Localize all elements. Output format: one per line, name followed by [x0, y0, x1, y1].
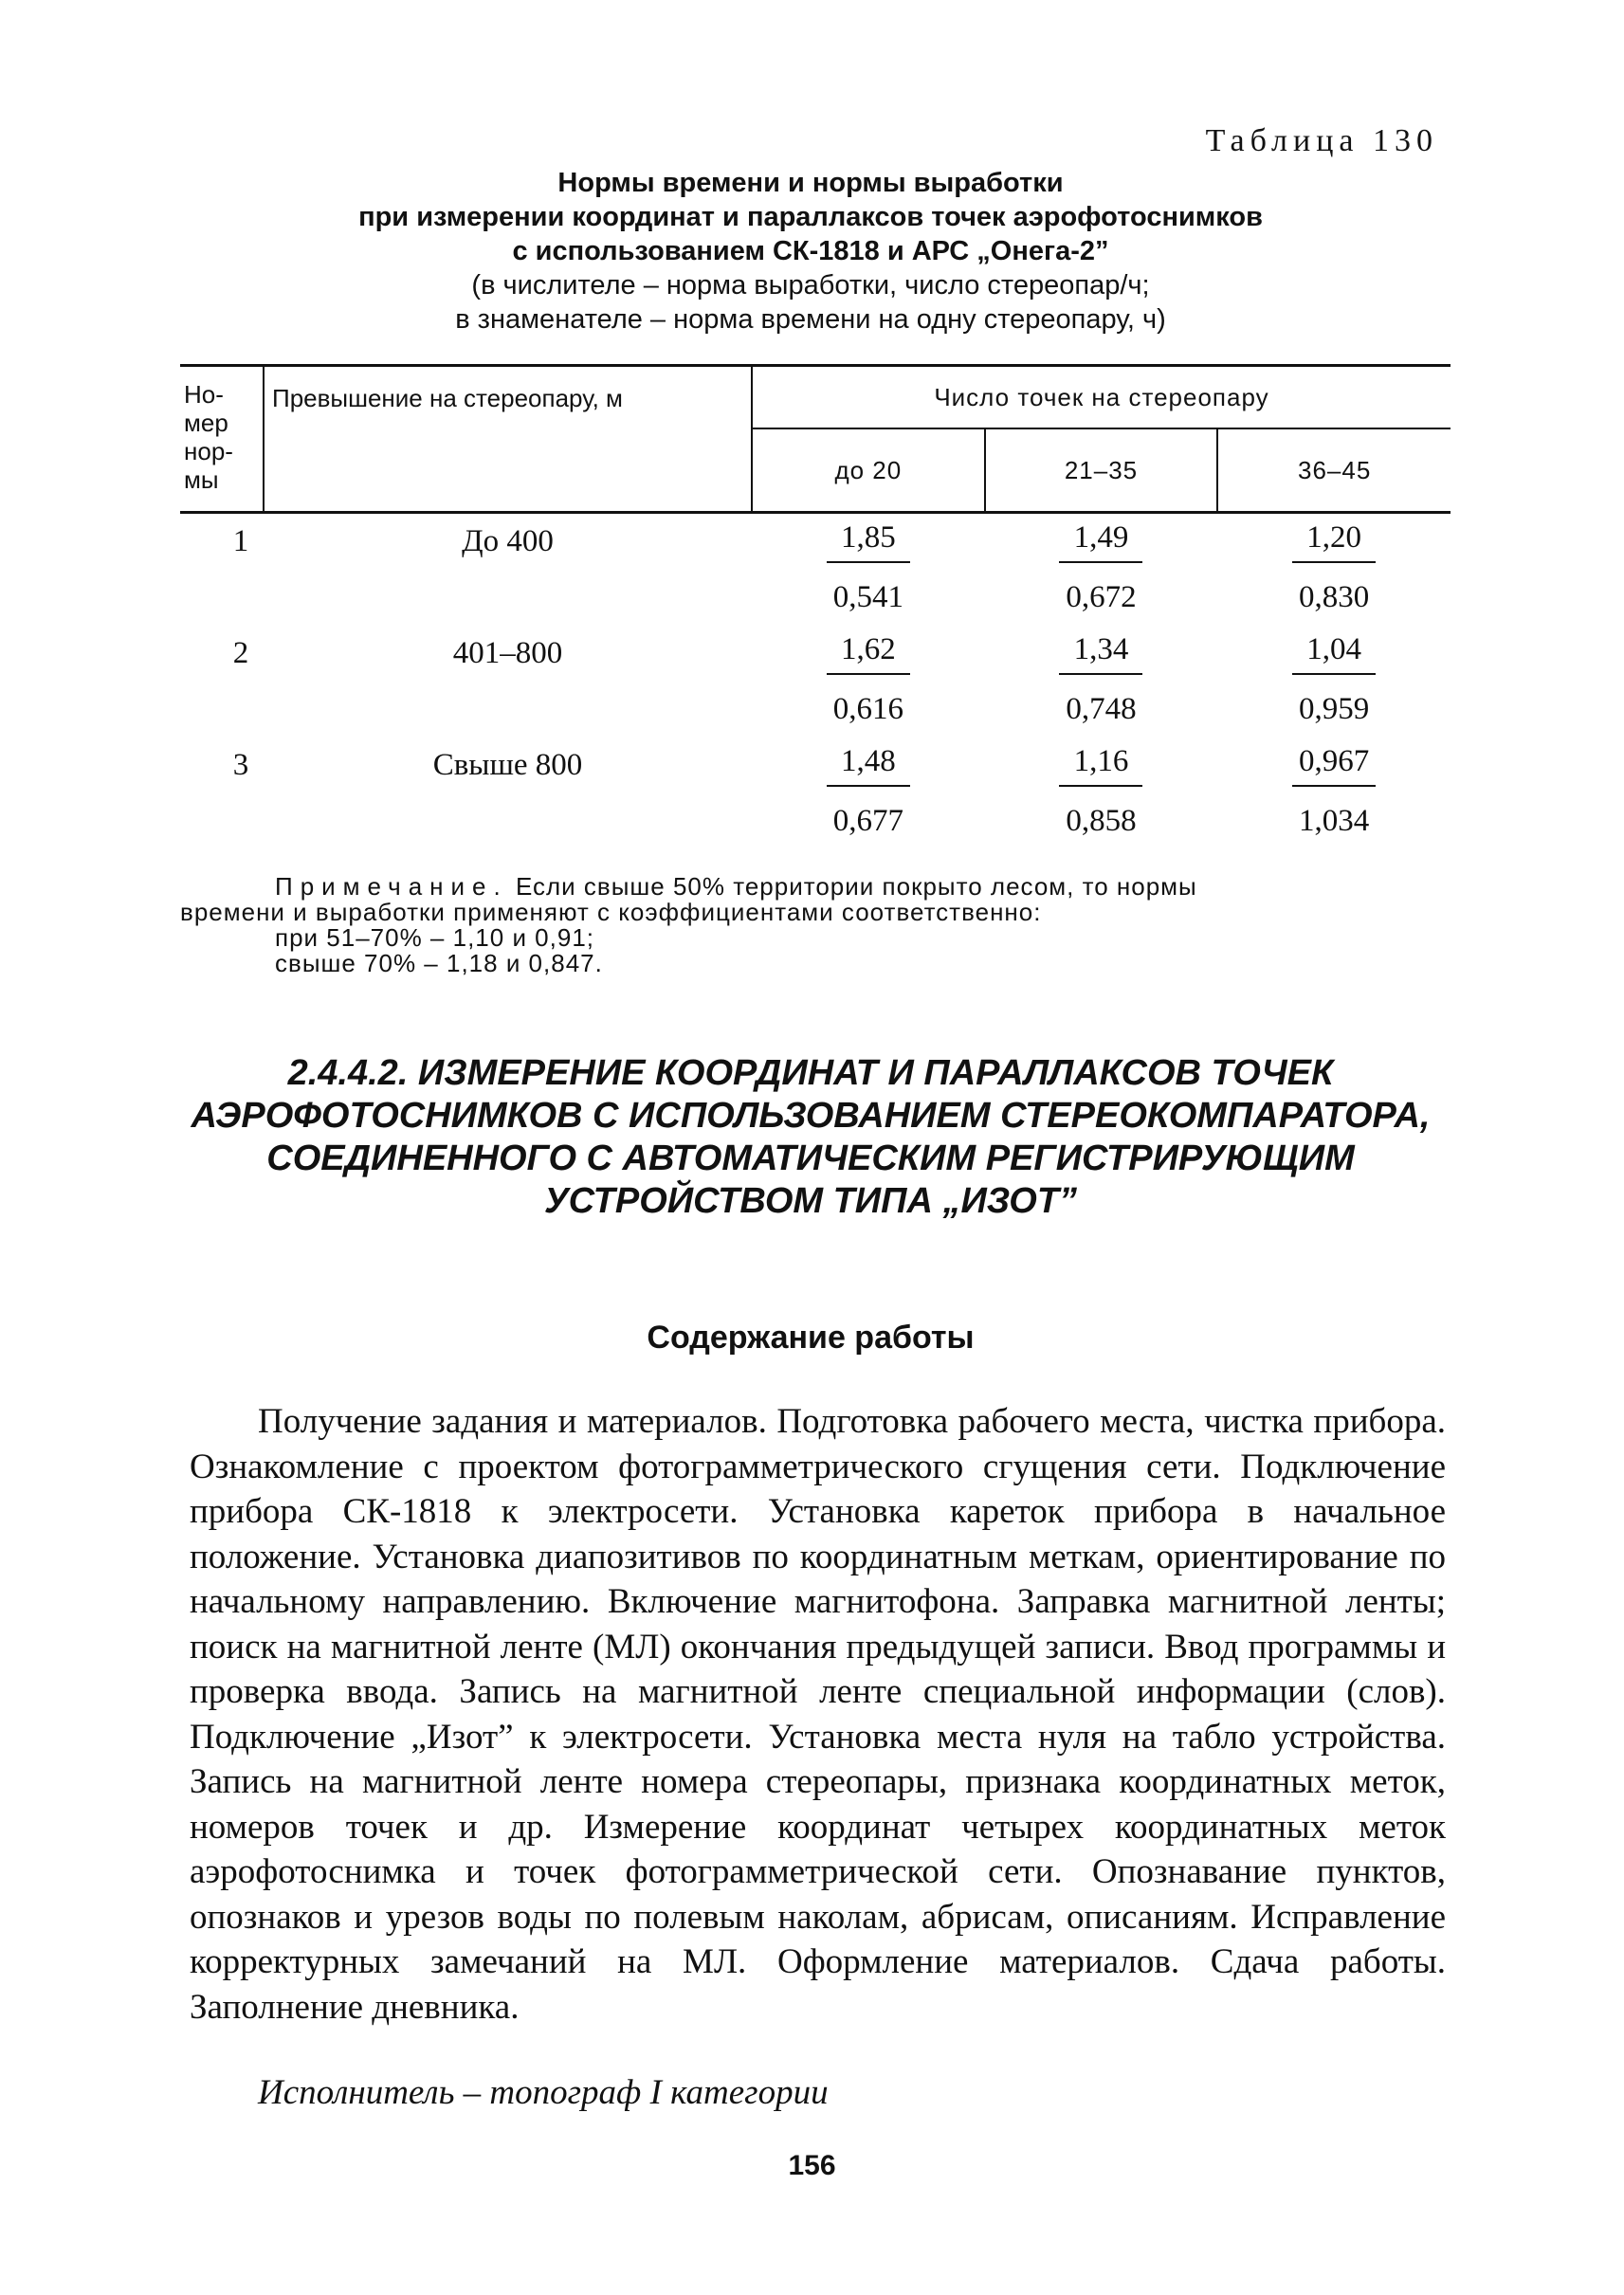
- header-line: Но-: [184, 380, 224, 409]
- cell-time: 0,616: [832, 692, 903, 726]
- cell-time: 0,858: [1066, 804, 1137, 838]
- col-header-excess: Превышение на стереопару, м: [264, 366, 752, 513]
- table-row: [180, 513, 1451, 571]
- header-line: мы: [184, 465, 219, 494]
- cell-rate: 1,16: [985, 738, 1218, 793]
- title-line: АЭРОФОТОСНИМКОВ С ИСПОЛЬЗОВАНИЕМ СТЕРЕОКОМПАРАТОРА,: [191, 1096, 1431, 1136]
- cell-time: 0,830: [1299, 580, 1370, 614]
- cell-time: 0,748: [1066, 692, 1137, 726]
- caption-line: (в числителе – норма выработки, число стереопар/ч;: [471, 270, 1150, 301]
- norms-table: [180, 364, 1451, 849]
- table-row: [180, 626, 1451, 682]
- cell-rate: 1,49: [985, 513, 1218, 571]
- caption-line: в знаменателе – норма времени на одну стереопару, ч): [455, 304, 1166, 335]
- page-number: 156: [788, 2150, 836, 2181]
- subheading: Содержание работы: [647, 1320, 975, 1356]
- section-title: [180, 1052, 1441, 1223]
- header-line: нор-: [184, 437, 233, 465]
- sub-header: до 20: [752, 428, 985, 513]
- row-excess: 401–800: [452, 636, 563, 670]
- note-text: свыше 70% – 1,18 и 0,847.: [275, 949, 603, 977]
- cell-time: 0,541: [832, 580, 903, 614]
- row-number: 3: [232, 748, 249, 782]
- caption-line: Нормы времени и нормы выработки: [557, 168, 1064, 198]
- table-row: [180, 682, 1451, 738]
- table-row: [180, 570, 1451, 626]
- cell-rate: 0,967: [1217, 738, 1451, 793]
- title-line: 2.4.4.2. ИЗМЕРЕНИЕ КООРДИНАТ И ПАРАЛЛАКСОВ ТОЧЕК: [287, 1053, 1334, 1093]
- title-line: УСТРОЙСТВОМ ТИПА „ИЗОТ”: [543, 1181, 1078, 1221]
- row-excess: До 400: [462, 524, 554, 558]
- col-header-number: [180, 366, 264, 513]
- col-header-points: Число точек на стереопару: [752, 366, 1451, 429]
- note-label: Примечание.: [275, 872, 508, 901]
- note-text: Если свыше 50% территории покрыто лесом, то нормы: [507, 872, 1197, 901]
- sub-header: 36–45: [1217, 428, 1451, 513]
- row-number: 1: [232, 524, 249, 558]
- header-line: мер: [184, 409, 228, 437]
- cell-rate: 1,34: [985, 626, 1218, 682]
- cell-rate: 1,48: [752, 738, 985, 793]
- cell-time: 0,672: [1066, 580, 1137, 614]
- body-paragraph: Получение задания и материалов. Подготовка рабочего места, чистка прибора. Ознакомление с проектом фотограмметрического сгущения сети. Подключение прибора СК-1818 к электросети. Установка кареток прибора в начальное положение. Установка диапозитивов по координатным меткам, ориентирование по начальному направлению. Включение магнитофона. Заправка магнитной ленты; поиск на магнитной ленте (МЛ) окончания предыдущей записи. Ввод программы и проверка ввода. Запись на магнитной ленте специальной информации (слов). Подключение „Изот” к электросети. Установка места нуля на табло устройства. Запись на магнитной ленте номера стереопары, признака координатных меток, номеров точек и др. Измерение координат четырех координатных меток аэрофотоснимка и точек фотограмметрической сети. Опознавание пунктов, опознаков и урезов воды по полевым наколам, абрисам, описаниям. Исправление корректурных замечаний на МЛ. Оформление материалов. Сдача работы. Заполнение дневника.: [190, 1402, 1446, 2027]
- note-text: при 51–70% – 1,10 и 0,91;: [275, 923, 595, 952]
- title-line: СОЕДИНЕННОГО С АВТОМАТИЧЕСКИМ РЕГИСТРИРУЮЩИМ: [266, 1138, 1355, 1178]
- note-text: времени и выработки применяют с коэффициентами соответственно:: [180, 898, 1042, 926]
- row-excess: Свыше 800: [432, 748, 583, 782]
- table-row: [180, 793, 1451, 849]
- cell-rate: 1,62: [752, 626, 985, 682]
- cell-rate: 1,20: [1217, 513, 1451, 571]
- table-label: Таблица 130: [1205, 123, 1438, 158]
- cell-time: 0,677: [832, 804, 903, 838]
- table-row: [180, 738, 1451, 793]
- table-caption: [180, 166, 1441, 337]
- cell-time: 0,959: [1299, 692, 1370, 726]
- row-number: 2: [232, 636, 249, 670]
- cell-rate: 1,04: [1217, 626, 1451, 682]
- cell-rate: 1,85: [752, 513, 985, 571]
- performer-line: Исполнитель – топограф I категории: [258, 2073, 829, 2112]
- table-note: [180, 874, 1451, 976]
- caption-line: при измерении координат и параллаксов точек аэрофотоснимков: [358, 202, 1263, 232]
- cell-time: 1,034: [1299, 804, 1370, 838]
- caption-line: с использованием СК-1818 и АРС „Онега-2”: [512, 236, 1109, 266]
- sub-header: 21–35: [985, 428, 1218, 513]
